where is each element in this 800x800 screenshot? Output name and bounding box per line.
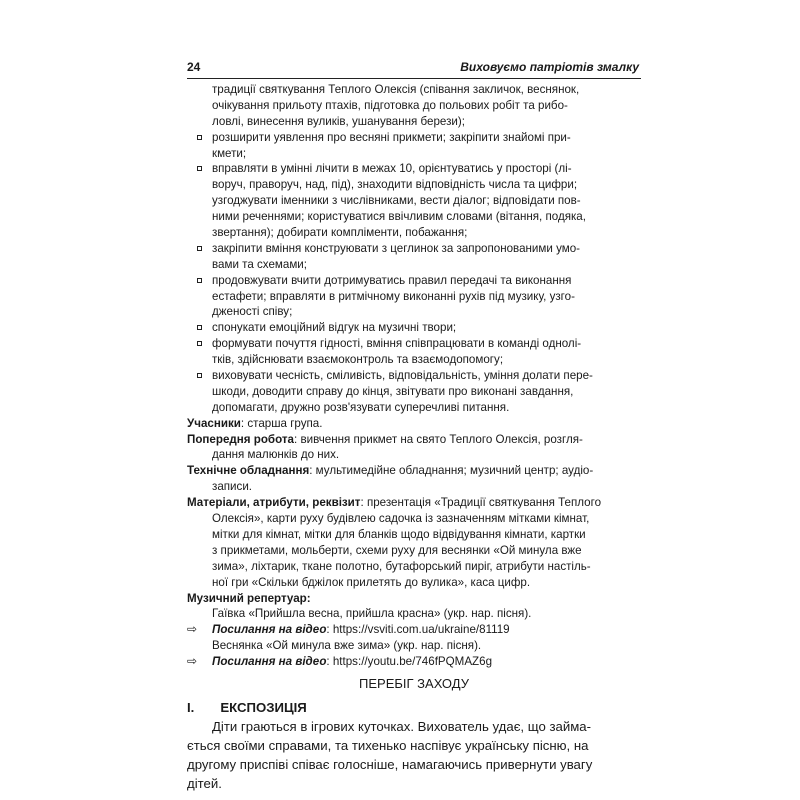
bullet-item: закріпити вміння конструювати з цеглинок за запропонованими умо- xyxy=(187,241,641,257)
bullet-item: розширити уявлення про весняні прикмети; закріпити знайомі при- xyxy=(187,130,641,146)
text-line: допомагати, дружно розв'язувати суперечливі питання. xyxy=(212,400,510,414)
running-title: Виховуємо патріотів змалку xyxy=(460,60,639,74)
materials-line: Матеріали, атрибути, реквізит: презентація «Традиції святкування Теплого xyxy=(187,496,602,510)
page-number: 24 xyxy=(187,60,201,74)
bullet-square-icon xyxy=(197,278,202,283)
bullet-item: спонукати емоційний відгук на музичні твори; xyxy=(187,320,641,336)
bullet-square-icon xyxy=(197,166,202,171)
paragraph-line: Діти граються в ігрових куточках. Вихователь удає, що займа- xyxy=(212,718,592,734)
prework-line: Попередня робота: вивчення прикмет на свято Теплого Олексія, розгля- xyxy=(187,432,583,446)
paragraph-line: другому приспіві співає голосніше, намагаючись привернути увагу xyxy=(187,756,593,772)
bullet-square-icon xyxy=(197,373,202,378)
arrow-right-icon: ⇨ xyxy=(187,622,198,637)
text-line: шкоди, доводити справу до кінця, звітувати про виконані завдання, xyxy=(212,384,574,398)
text-line: кмети; xyxy=(212,146,247,160)
music-heading: Музичний репертуар: xyxy=(187,591,311,605)
page-header xyxy=(187,58,641,76)
text-line: очікування прильоту птахів, підготовка до польових робіт та рибо- xyxy=(212,98,568,112)
text-line: мітки для кімнат, мітки для бланків щодо відвідування кімнати, картки xyxy=(212,527,586,541)
arrow-right-icon: ⇨ xyxy=(187,654,198,669)
text-line: вами та схемами; xyxy=(212,257,307,271)
video-link[interactable]: : https://youtu.be/746fPQMAZ6g xyxy=(326,655,493,669)
text-line: ловлі, винесення вуликів, ушанування берези); xyxy=(212,114,465,128)
paragraph-line: дітей. xyxy=(187,775,222,791)
video-link[interactable]: : https://vsviti.com.ua/ukraine/81119 xyxy=(326,623,510,637)
video-link-line: ⇨ Посилання на відео: https://vsviti.com.ua/ukraine/81119 xyxy=(187,622,510,637)
header-rule xyxy=(187,78,641,79)
bullet-square-icon xyxy=(197,135,202,140)
text-line: дання малюнків до них. xyxy=(212,448,340,462)
bullet-square-icon xyxy=(197,246,202,251)
text-line: узгоджувати іменники з числівниками, вести діалог; відповідати пов- xyxy=(212,194,581,208)
text-line: ними реченнями; користуватися ввічливим словами (вітання, подяка, xyxy=(212,210,586,224)
text-line: з прикметами, мольберти, схеми руху для веснянки «Ой минула вже xyxy=(212,543,582,557)
section-title: ПЕРЕБІГ ЗАХОДУ xyxy=(359,675,469,691)
song-line: Гаївка «Прийшла весна, прийшла красна» (укр. нар. пісня). xyxy=(212,607,532,621)
text-line: записи. xyxy=(212,480,253,494)
text-line: естафети; вправляти в ритмічному виконанні рухів під музику, узго- xyxy=(212,289,575,303)
text-line: воруч, праворуч, над, під), знаходити відповідність числа та цифри; xyxy=(212,178,578,192)
text-line: звертання); добирати компліменти, побажання; xyxy=(212,226,468,240)
bullet-square-icon xyxy=(197,325,202,330)
paragraph-line: ється своїми справами, та тихенько наспівує українську пісню, на xyxy=(187,737,589,753)
text-line: дженості співу; xyxy=(212,305,293,319)
text-line: Олексія», карти руху будівлею садочка із зазначенням мітками кімнат, xyxy=(212,512,590,526)
bullet-item: виховувати чесність, сміливість, відповідальність, уміння долати пере- xyxy=(187,368,641,384)
text-line: традиції святкування Теплого Олексія (співання закличок, веснянок, xyxy=(212,83,580,96)
text-line: ної гри «Скільки бджілок прилетять до вулика», каса цифр. xyxy=(212,575,531,589)
bullet-item: вправляти в умінні лічити в межах 10, орієнтуватись у просторі (лі- xyxy=(187,161,641,177)
bullet-item: формувати почуття гідності, вміння співпрацювати в команді однолі- xyxy=(187,336,641,352)
bullet-square-icon xyxy=(197,341,202,346)
part-heading: I. ЕКСПОЗИЦІЯ xyxy=(187,699,307,715)
equipment-line: Технічне обладнання: мультимедійне обладнання; музичний центр; аудіо- xyxy=(187,464,594,478)
text-line: тків, здійснювати взаємоконтроль та взаємодопомогу; xyxy=(212,353,504,367)
text-line: зима», ліхтарик, ткане полотно, бутафорський пиріг, атрибути настіль- xyxy=(212,559,591,573)
participants-line: Учасники: старша група. xyxy=(187,416,323,430)
video-link-line: ⇨ Посилання на відео: https://youtu.be/746fPQMAZ6g xyxy=(187,654,493,669)
bullet-item: продовжувати вчити дотримуватись правил передачі та виконання xyxy=(187,273,641,289)
body-text xyxy=(187,82,641,793)
song-line: Веснянка «Ой минула вже зима» (укр. нар. пісня). xyxy=(212,639,482,653)
